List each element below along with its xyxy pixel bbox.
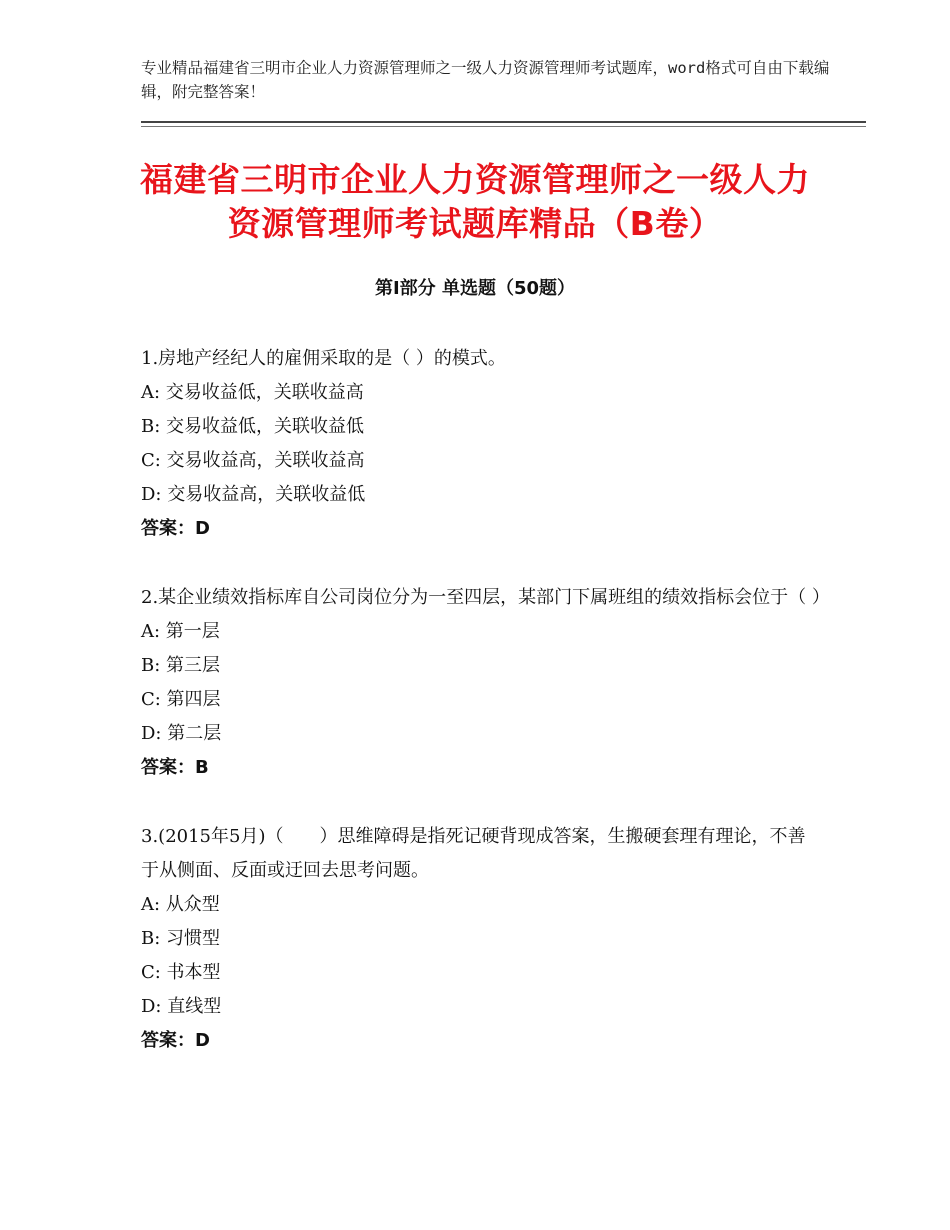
question-stem: 1.房地产经纪人的雇佣采取的是（ ）的模式。	[141, 348, 506, 369]
option-d: D: 交易收益高，关联收益低	[141, 484, 366, 505]
question-1	[141, 342, 821, 546]
option-b: B: 交易收益低，关联收益低	[141, 416, 365, 437]
question-stem: 3.(2015年5月)（ ）思维障碍是指死记硬背现成答案，生搬硬套理有理论，不善于从侧面、反面或迂回去思考问题。	[141, 826, 806, 881]
document-title: 福建省三明市企业人力资源管理师之一级人力资源管理师考试题库精品（B卷）	[140, 160, 810, 243]
option-a: A: 从众型	[141, 894, 220, 915]
question-list	[141, 342, 830, 1093]
header-rule-thin	[141, 126, 866, 127]
option-c: C: 交易收益高，关联收益高	[141, 450, 365, 471]
question-2	[141, 581, 830, 785]
answer: 答案：D	[141, 1030, 210, 1051]
option-c: C: 第四层	[141, 689, 221, 710]
option-a: A: 交易收益低，关联收益高	[141, 382, 364, 403]
question-3	[141, 820, 821, 1058]
option-d: D: 第二层	[141, 723, 222, 744]
header-note: 专业精品福建省三明市企业人力资源管理师之一级人力资源管理师考试题库，word格式可自由下载编辑，附完整答案！	[141, 59, 830, 101]
option-a: A: 第一层	[141, 621, 220, 642]
answer: 答案：D	[141, 518, 210, 539]
option-b: B: 习惯型	[141, 928, 221, 949]
option-b: B: 第三层	[141, 655, 221, 676]
answer: 答案：B	[141, 757, 209, 778]
option-d: D: 直线型	[141, 996, 222, 1017]
section-title: 第Ⅰ部分 单选题（50题）	[374, 278, 575, 299]
header-rule-thick	[141, 121, 866, 123]
question-stem: 2.某企业绩效指标库自公司岗位分为一至四层，某部门下属班组的绩效指标会位于（ ）	[141, 587, 830, 608]
option-c: C: 书本型	[141, 962, 221, 983]
